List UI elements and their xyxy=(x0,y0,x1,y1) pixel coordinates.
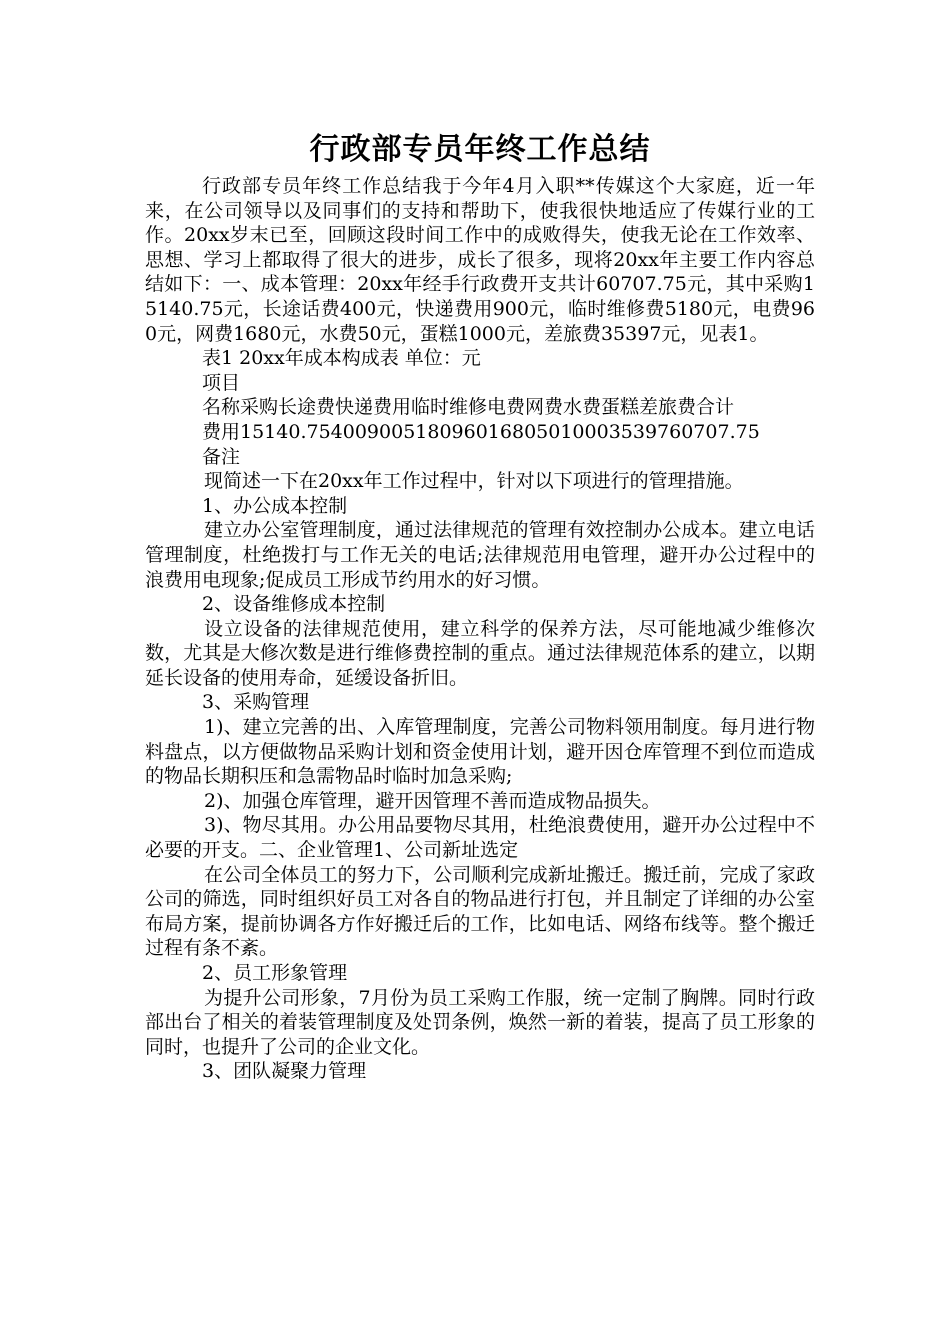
table-header-item: 项目 xyxy=(202,371,241,394)
table-row-names: 名称采购长途费快递费用临时维修电费网费水费蛋糕差旅费合计 xyxy=(202,396,735,419)
section-heading-equipment-cost: 2、设备维修成本控制 xyxy=(202,593,386,616)
office-cost-paragraph: 建立办公室管理制度，通过法律规范的管理有效控制办公成本。建立电话管理制度，杜绝拨打与工作无关的电话;法律规范用电管理，避开办公过程中的浪费用电现象;促成员工形成节约用水的好习惯。 xyxy=(145,519,815,591)
purchasing-item-2: 2)、加强仓库管理，避开因管理不善而造成物品损失。 xyxy=(204,789,661,812)
intro-paragraph: 行政部专员年终工作总结我于今年4月入职**传媒这个大家庭，近一年来，在公司领导以及同事们的支持和帮助下，使我很快地适应了传媒行业的工作。20xx岁末已至，回顾这段时间工作中的成败得失，使我无论在工作效率、思想、学习上都取得了很大的进步，成长了很多，现将20xx年主要工作内容总结如下：一、成本管理：20xx年经手行政费开支共计60707.75元，其中采购15140.75元，长途话费400元，快递费用900元，临时维修费5180元，电费960元，网费1680元，水费50元，蛋糕1000元，差旅费35397元，见表1。 xyxy=(145,175,815,345)
section-heading-staff-image: 2、员工形象管理 xyxy=(202,962,348,984)
section-heading-purchasing: 3、采购管理 xyxy=(202,691,310,714)
table-row-notes: 备注 xyxy=(202,445,241,468)
relocation-paragraph: 在公司全体员工的努力下，公司顺利完成新址搬迁。搬迁前，完成了家政公司的筛选，同时组织好员工对各自的物品进行打包，并且制定了详细的办公室布局方案，提前协调各方作好搬迁后的工作，比如电话、网络布线等。整个搬迁过程有条不紊。 xyxy=(145,863,815,960)
measures-intro-paragraph: 现简述一下在20xx年工作过程中，针对以下项进行的管理措施。 xyxy=(204,470,744,493)
purchasing-item-1: 1)、建立完善的出、入库管理制度，完善公司物料领用制度。每月进行物料盘点，以方便做物品采购计划和资金使用计划，避开因仓库管理不到位而造成的物品长期积压和急需物品时临时加急采购; xyxy=(145,716,815,788)
staff-image-paragraph: 为提升公司形象，7月份为员工采购工作服，统一定制了胸牌。同时行政部出台了相关的着装管理制度及处罚条例，焕然一新的着装，提高了员工形象的同时，也提升了公司的企业文化。 xyxy=(145,986,815,1058)
table-row-costs: 费用15140.75400900518096016805010003539760707.75 xyxy=(202,420,760,443)
document-title: 行政部专员年终工作总结 xyxy=(309,132,651,167)
equipment-cost-paragraph: 设立设备的法律规范使用，建立科学的保养方法，尽可能地减少维修次数，尤其是大修次数是进行维修费控制的重点。通过法律规范体系的建立，以期延长设备的使用寿命，延缓设备折旧。 xyxy=(145,617,815,689)
purchasing-item-3: 3)、物尽其用。办公用品要物尽其用，杜绝浪费使用，避开办公过程中不必要的开支。二、企业管理1、公司新址选定 xyxy=(145,814,815,862)
document-page xyxy=(145,128,815,1084)
table-caption: 表1 20xx年成本构成表 单位：元 xyxy=(202,347,481,370)
section-heading-team-cohesion: 3、团队凝聚力管理 xyxy=(202,1060,367,1083)
section-heading-office-cost: 1、办公成本控制 xyxy=(202,494,348,517)
